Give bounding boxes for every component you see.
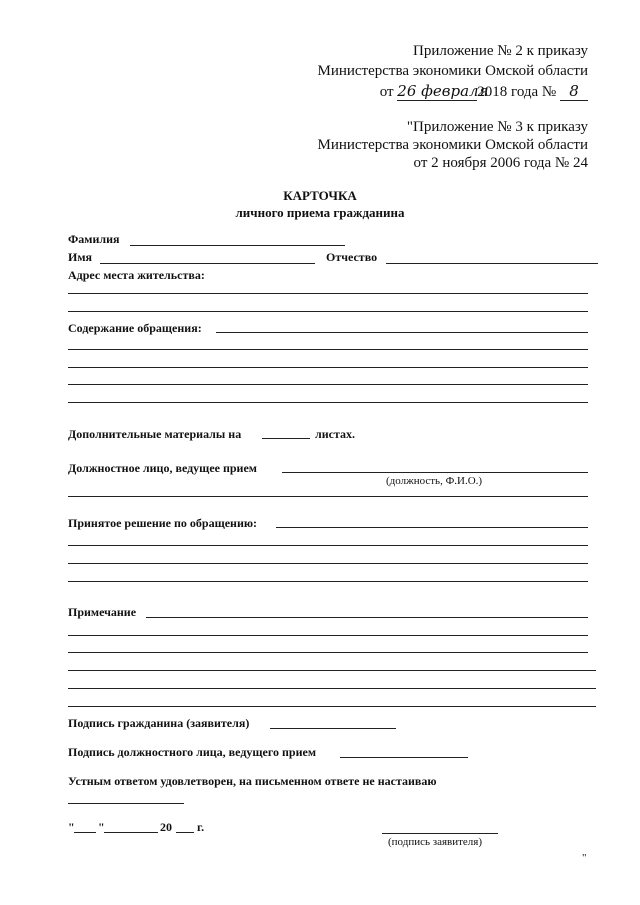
date-month-field[interactable] xyxy=(104,832,158,833)
note-line[interactable] xyxy=(68,688,596,689)
date-quote-close: " xyxy=(98,820,105,834)
date-suffix: г. xyxy=(197,820,205,834)
materials-suffix: листах. xyxy=(315,427,356,441)
appendix2-from: от xyxy=(379,84,394,100)
date-year-prefix: 20 xyxy=(160,820,172,834)
content-label: Содержание обращения: xyxy=(68,321,202,335)
appendix3-line2: Министерства экономики Омской области xyxy=(317,137,588,153)
address-line[interactable] xyxy=(68,311,588,312)
content-line[interactable] xyxy=(68,349,588,350)
appendix2-date-handwritten: 26 февраля xyxy=(397,82,489,100)
surname-field[interactable] xyxy=(130,245,345,246)
address-line[interactable] xyxy=(68,293,588,294)
materials-count-field[interactable] xyxy=(262,438,310,439)
official-hint: (должность, Ф.И.О.) xyxy=(386,475,483,487)
appendix2-line2: Министерства экономики Омской области xyxy=(317,63,588,79)
note-line[interactable] xyxy=(68,670,596,671)
appendix2-number-handwritten: 8 xyxy=(560,82,588,101)
appendix2-line3 xyxy=(380,82,588,101)
materials-label: Дополнительные материалы на xyxy=(68,427,242,441)
content-line[interactable] xyxy=(216,332,588,333)
patronymic-label: Отчество xyxy=(326,250,378,264)
note-line[interactable] xyxy=(68,706,596,707)
official-label: Должностное лицо, ведущее прием xyxy=(68,461,257,475)
appendix2-line1: Приложение № 2 к приказу xyxy=(413,43,588,59)
applicant-signature-field[interactable] xyxy=(382,833,498,834)
official-signature-label: Подпись должностного лица, ведущего прием xyxy=(68,745,316,759)
satisfied-signature-field[interactable] xyxy=(68,803,184,804)
date-quote-open: " xyxy=(68,820,75,834)
content-line[interactable] xyxy=(68,384,588,385)
satisfied-label: Устным ответом удовлетворен, на письменном ответе не настаиваю xyxy=(68,774,437,788)
decision-line[interactable] xyxy=(276,527,588,528)
decision-label: Принятое решение по обращению: xyxy=(68,516,258,530)
note-line[interactable] xyxy=(68,652,588,653)
closing-quote: " xyxy=(582,852,587,864)
name-field[interactable] xyxy=(100,263,315,264)
date-year-field[interactable] xyxy=(176,832,194,833)
decision-line[interactable] xyxy=(68,545,588,546)
surname-label: Фамилия xyxy=(68,232,120,246)
official-line[interactable] xyxy=(68,496,588,497)
content-line[interactable] xyxy=(68,367,588,368)
address-label: Адрес места жительства: xyxy=(68,268,205,282)
name-label: Имя xyxy=(68,250,92,264)
appendix2-year: 2018 года № xyxy=(477,84,557,100)
note-label: Примечание xyxy=(68,605,137,619)
patronymic-field[interactable] xyxy=(386,263,598,264)
note-line[interactable] xyxy=(146,617,588,618)
date-day-field[interactable] xyxy=(74,832,96,833)
official-field[interactable] xyxy=(282,472,588,473)
content-line[interactable] xyxy=(68,402,588,403)
appendix3-line1: "Приложение № 3 к приказу xyxy=(406,119,588,135)
card-subtitle: личного приема гражданина xyxy=(235,205,405,220)
applicant-signature-hint: (подпись заявителя) xyxy=(388,836,483,848)
card-title: КАРТОЧКА xyxy=(283,188,357,203)
official-signature-field[interactable] xyxy=(340,757,468,758)
citizen-signature-label: Подпись гражданина (заявителя) xyxy=(68,716,250,730)
appendix3-line3: от 2 ноября 2006 года № 24 xyxy=(413,155,588,171)
decision-line[interactable] xyxy=(68,581,588,582)
citizen-signature-field[interactable] xyxy=(270,728,396,729)
decision-line[interactable] xyxy=(68,563,588,564)
note-line[interactable] xyxy=(68,635,588,636)
